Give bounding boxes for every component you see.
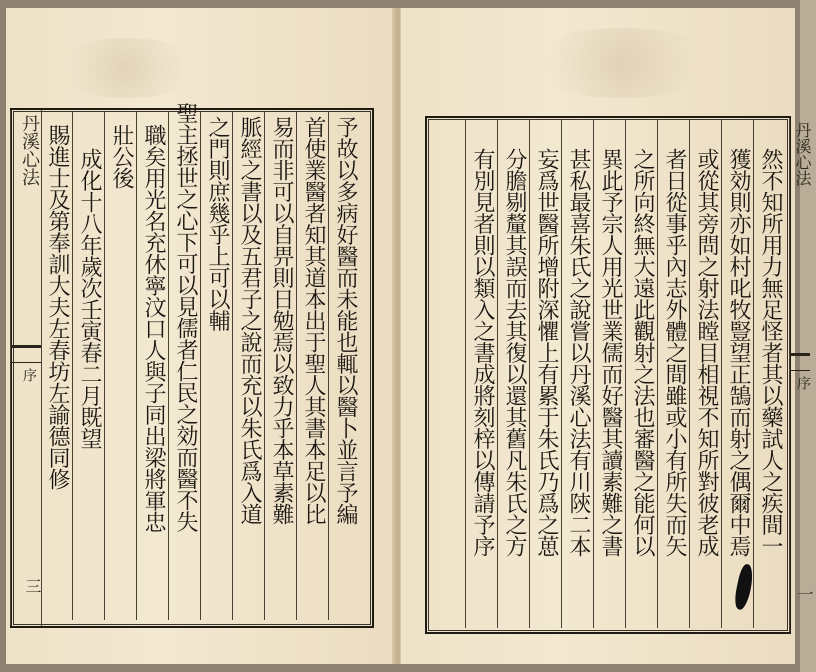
text-column-2: 首使業醫者知其道本出于聖人其書本足以比 <box>301 116 326 525</box>
text-column-7: 職矣用光名充休寧汶口人與子同出梁將軍忠 <box>141 124 166 533</box>
text-column-5: 之所向終無大遠此觀射之法也審醫之能何以 <box>630 148 655 557</box>
column-rule <box>168 112 169 620</box>
text-column-6: 聖主拯世之心下可以見儒者仁民之効而醫不失 <box>173 102 198 532</box>
banxin-page-number: 一 <box>795 586 814 602</box>
column-rule <box>200 112 201 620</box>
text-column-5: 之門則庶幾乎上可以輔 <box>205 116 230 331</box>
text-column-1: 予故以多病好醫而未能也輒以醫卜並言予編 <box>333 116 358 525</box>
paper-stain <box>46 38 206 98</box>
banxin-chapter: 序 <box>21 368 37 382</box>
column-rule <box>104 112 105 620</box>
text-column-2: 獲効則亦如村叱牧豎望正鵠而射之偶爾中焉 <box>726 148 751 557</box>
banxin-page-number: 三 <box>23 578 42 594</box>
right-page <box>400 8 814 664</box>
column-rule <box>136 112 137 620</box>
column-rule <box>753 120 754 628</box>
column-rule <box>657 120 658 628</box>
text-column-4: 脈經之書以及五君子之說而充以朱氏爲入道 <box>237 116 262 525</box>
column-rule <box>625 120 626 628</box>
text-column-9: 成化十八年歲次壬寅春二月既望 <box>77 148 102 449</box>
text-column-8: 壯公後 <box>109 124 134 189</box>
banxin-title: 丹溪心法 <box>793 122 812 186</box>
banxin-chapter: 序 <box>795 376 811 390</box>
column-rule <box>72 112 73 620</box>
text-column-8: 妄爲世醫所增附深懼上有累于朱氏乃爲之葸 <box>534 148 559 557</box>
right-page-frame <box>425 116 814 634</box>
column-rule <box>529 120 530 628</box>
fishtail-mark <box>790 353 810 371</box>
text-column-3: 易而非可以自畀則日勉焉以致力乎本草素難 <box>269 116 294 525</box>
text-column-4: 者日從事乎內志外體之間雖或小有所失而矢 <box>662 148 687 557</box>
left-page <box>6 8 399 664</box>
text-column-6: 異此予宗人用光世業儒而好醫其讀素難之書 <box>598 148 623 557</box>
right-banxin <box>789 118 814 632</box>
column-rule <box>328 112 329 620</box>
left-page-frame <box>10 102 374 628</box>
column-rule <box>232 112 233 620</box>
left-banxin <box>10 110 42 626</box>
text-column-10: 有別見者則以類入之書成將刻梓以傳請予序 <box>470 148 495 557</box>
text-column-10: 賜進士及第奉訓大夫左春坊左諭德同修 <box>45 124 70 490</box>
text-column-7: 甚私最喜朱氏之說嘗以丹溪心法有川陝二本 <box>566 148 591 557</box>
column-rule <box>721 120 722 628</box>
fishtail-mark <box>11 345 41 363</box>
text-column-9: 分膽剔釐其誤而去其復以還其舊凡朱氏之方 <box>502 148 527 557</box>
column-rule <box>497 120 498 628</box>
column-rule <box>689 120 690 628</box>
column-rule <box>593 120 594 628</box>
paper-stain <box>521 28 721 98</box>
banxin-title: 丹溪心法 <box>19 114 40 186</box>
column-rule <box>296 112 297 620</box>
column-rule <box>561 120 562 628</box>
column-rule <box>465 120 466 628</box>
text-column-3: 或從其旁問之射法瞠目相視不知所對彼老成 <box>694 148 719 557</box>
text-column-1: 然不知所用力無足怪者其以藥試人之疾間一 <box>758 148 783 557</box>
column-rule <box>264 112 265 620</box>
